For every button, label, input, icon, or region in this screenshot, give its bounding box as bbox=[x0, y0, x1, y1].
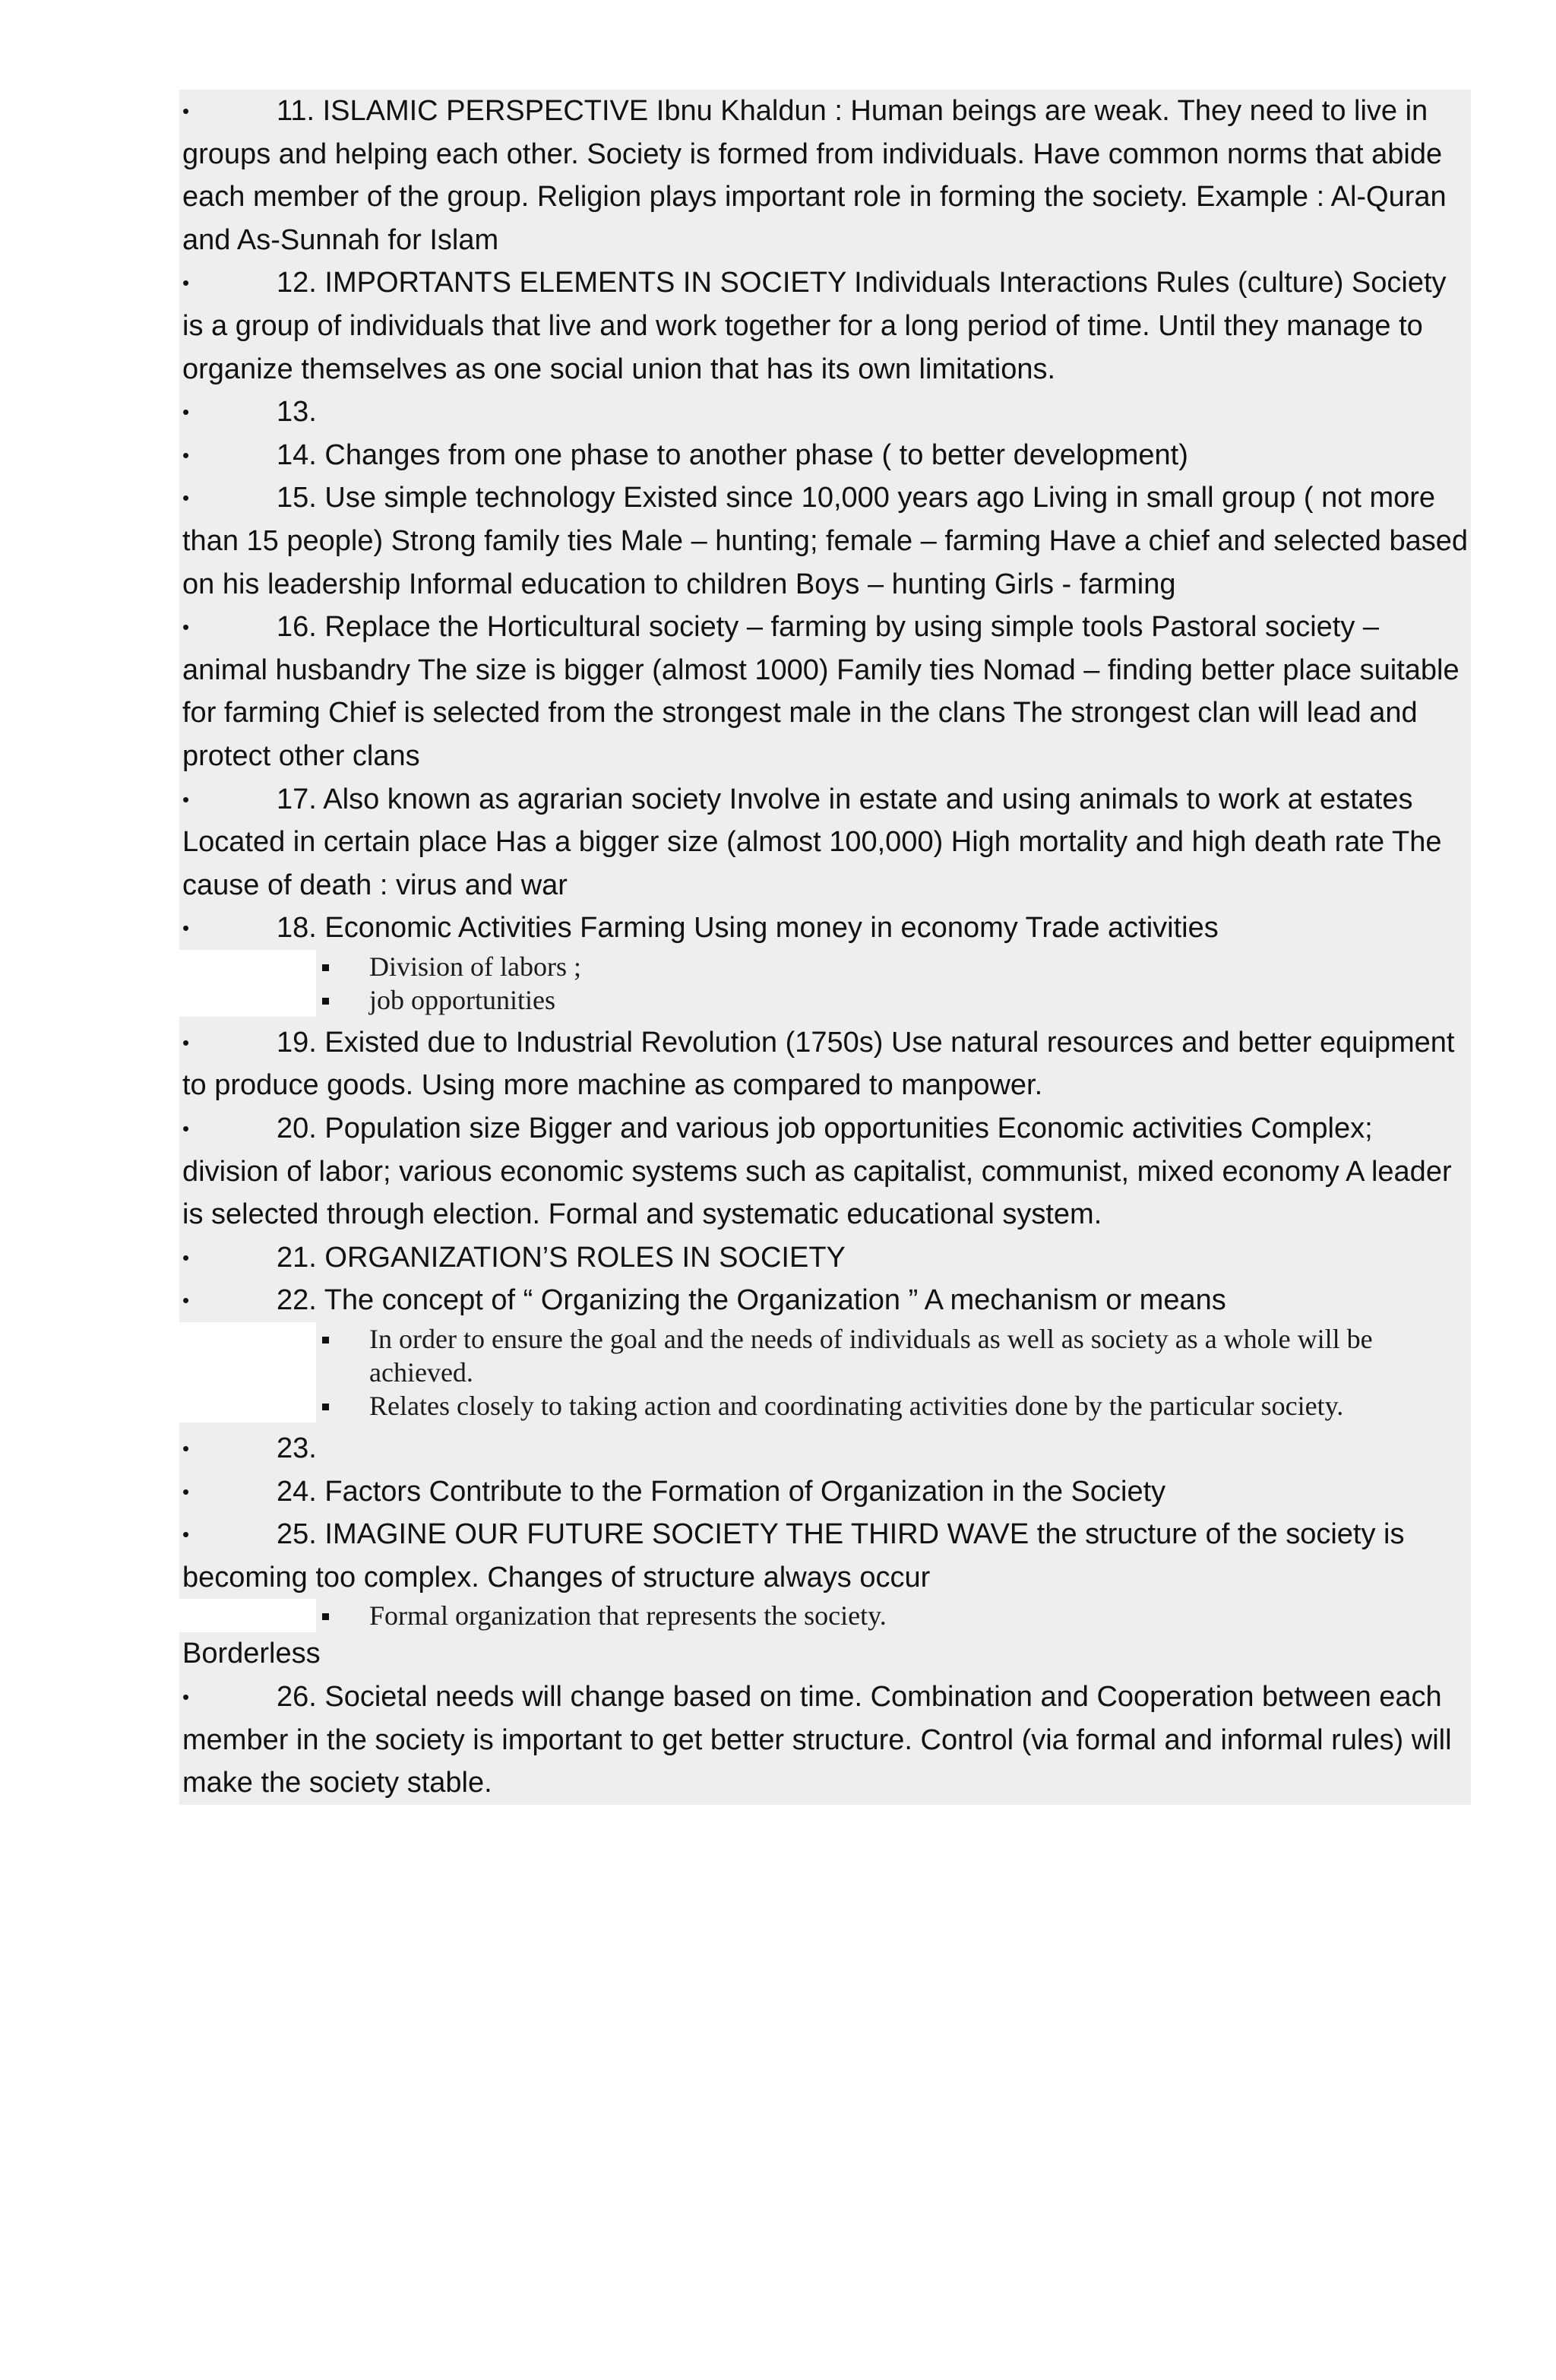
item-text: 24. Factors Contribute to the Formation of Organization in the Society bbox=[277, 1475, 1166, 1508]
item-text: 11. ISLAMIC PERSPECTIVE Ibnu Khaldun : Human beings are weak. They need to live in groups and helping each other. Society is formed from individuals. Have common norms that abide each member of the group. Religion plays important role in forming the society. Example : Al-Quran and As-Sunnah for Islam bbox=[182, 95, 1447, 256]
bullet-icon: • bbox=[182, 1523, 190, 1546]
list-item bbox=[179, 1470, 1471, 1514]
item-text: 20. Population size Bigger and various job opportunities Economic activities Complex; division of labor; various economic systems such as capitalist, communist, mixed economy A leader is selected through election. Formal and systematic educational system. bbox=[182, 1112, 1452, 1231]
bullet-icon: • bbox=[182, 1437, 190, 1461]
sub-list bbox=[179, 1599, 1471, 1632]
bullet-icon: • bbox=[182, 1480, 190, 1503]
list-item bbox=[179, 434, 1471, 477]
item-text: 12. IMPORTANTS ELEMENTS IN SOCIETY Individuals Interactions Rules (culture) Society is a group of individuals that live and work together for a long period of time. Until they manage to organize themselves as one social union that has its own limitations. bbox=[182, 267, 1447, 385]
bullet-icon: • bbox=[182, 486, 190, 510]
document-body bbox=[179, 90, 1471, 1805]
sub-list-item: Formal organization that represents the society. bbox=[316, 1599, 1471, 1632]
bullet-icon: • bbox=[182, 100, 190, 122]
item-text: 19. Existed due to Industrial Revolution (1750s) Use natural resources and better equipment to produce goods. Using more machine as compared to manpower. bbox=[182, 1026, 1455, 1102]
item-text: 15. Use simple technology Existed since 10,000 years ago Living in small group ( not more than 15 people) Strong family ties Male – hunting; female – farming Have a chief and selected based on his leadership Informal education to children Boys – hunting Girls - farming bbox=[182, 482, 1469, 600]
list-item bbox=[179, 1021, 1471, 1107]
list-item bbox=[179, 391, 1471, 434]
sub-list bbox=[179, 1322, 1471, 1423]
bullet-icon: • bbox=[182, 1685, 190, 1708]
sub-list-item: Relates closely to taking action and coordinating activities done by the particular society. bbox=[316, 1389, 1471, 1423]
bullet-icon: • bbox=[182, 1030, 190, 1054]
item-text: 23. bbox=[277, 1432, 317, 1465]
item-text: 26. Societal needs will change based on time. Combination and Cooperation between each member in the society is important to get better structure. Control (via formal and informal rules) will make the society stable. bbox=[182, 1681, 1452, 1799]
list-item bbox=[179, 907, 1471, 950]
list-item bbox=[179, 1513, 1471, 1599]
item-text: 22. The concept of “ Organizing the Organization ” A mechanism or means bbox=[277, 1284, 1226, 1317]
item-text: 21. ORGANIZATION’S ROLES IN SOCIETY bbox=[277, 1241, 846, 1274]
sub-list-item: In order to ensure the goal and the needs of individuals as well as society as a whole will be achieved. bbox=[316, 1322, 1471, 1389]
list-item bbox=[179, 778, 1471, 907]
bullet-icon: • bbox=[182, 271, 190, 295]
bullet-icon: • bbox=[182, 1245, 190, 1269]
item-text: 14. Changes from one phase to another phase ( to better development) bbox=[277, 438, 1188, 471]
list-item bbox=[179, 606, 1471, 777]
list-item bbox=[179, 1279, 1471, 1322]
list-item bbox=[179, 1107, 1471, 1236]
bullet-icon: • bbox=[182, 1289, 190, 1312]
item-text: 25. IMAGINE OUR FUTURE SOCIETY THE THIRD WAVE the structure of the society is becoming too complex. Changes of structure always occur bbox=[182, 1518, 1405, 1594]
bullet-icon: • bbox=[182, 787, 190, 811]
square-bullet-icon bbox=[322, 964, 329, 971]
list-item bbox=[179, 476, 1471, 606]
borderless-label: Borderless bbox=[179, 1632, 1471, 1676]
bullet-icon: • bbox=[182, 616, 190, 639]
square-bullet-icon bbox=[322, 1404, 329, 1410]
square-bullet-icon bbox=[322, 1337, 329, 1343]
square-bullet-icon bbox=[322, 998, 329, 1005]
item-text: 18. Economic Activities Farming Using money in economy Trade activities bbox=[277, 912, 1219, 945]
list-item bbox=[179, 1676, 1471, 1805]
list-item bbox=[179, 1427, 1471, 1470]
sub-list-item: job opportunities bbox=[316, 983, 1471, 1017]
list-item bbox=[179, 261, 1471, 391]
square-bullet-icon bbox=[322, 1613, 329, 1620]
item-text: 16. Replace the Horticultural society – farming by using simple tools Pastoral society – animal husbandry The size is bigger (almost 1000) Family ties Nomad – finding better place suitable for farming Chief is selected from the strongest male in the clans The strongest clan will lead and protect other clans bbox=[182, 611, 1460, 772]
item-text: 17. Also known as agrarian society Involve in estate and using animals to work at estates Located in certain place Has a bigger size (almost 100,000) High mortality and high death rate The cause of death : virus and war bbox=[182, 783, 1442, 901]
bullet-icon: • bbox=[182, 400, 190, 424]
bullet-icon: • bbox=[182, 1117, 190, 1141]
item-text: 13. bbox=[277, 396, 317, 429]
bullet-icon: • bbox=[182, 443, 190, 467]
list-item bbox=[179, 1236, 1471, 1280]
list-item bbox=[179, 90, 1471, 261]
sub-list bbox=[179, 950, 1471, 1017]
bullet-icon: • bbox=[182, 916, 190, 940]
sub-list-item: Division of labors ; bbox=[316, 950, 1471, 983]
